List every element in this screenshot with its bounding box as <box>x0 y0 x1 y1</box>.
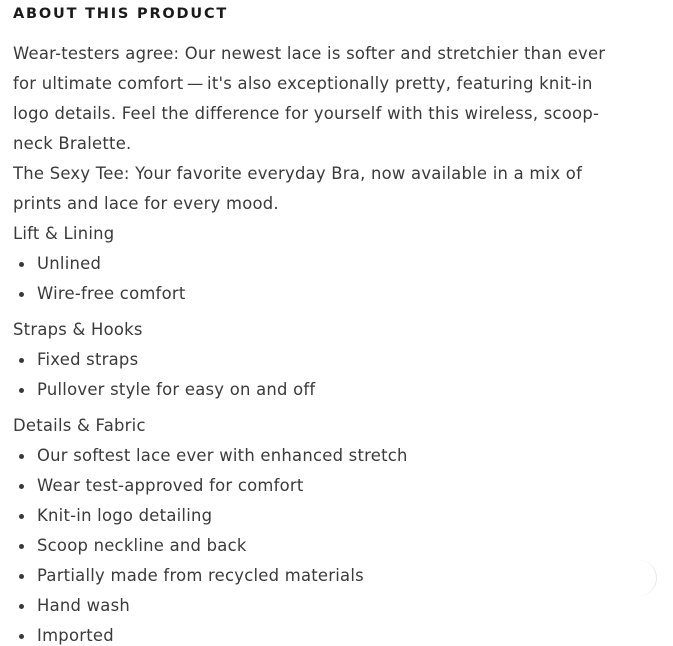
list-item: Wire-free comfort <box>13 279 623 309</box>
feature-group-details-fabric <box>13 411 623 646</box>
feature-group-straps-hooks <box>13 315 623 405</box>
list-item: Knit-in logo detailing <box>13 501 623 531</box>
section-heading: ABOUT THIS PRODUCT <box>13 6 229 22</box>
description-paragraph: The Sexy Tee: Your favorite everyday Bra, now available in a mix of prints and lace for every mood. <box>13 164 583 213</box>
feature-group-title: Details & Fabric <box>13 416 146 435</box>
list-item: Pullover style for easy on and off <box>13 375 623 405</box>
feature-list <box>13 441 623 646</box>
list-item: Our softest lace ever with enhanced stretch <box>13 441 623 471</box>
feature-list <box>13 345 623 405</box>
list-item: Unlined <box>13 249 623 279</box>
description-paragraph: Wear-testers agree: Our newest lace is softer and stretchier than ever for ultimate comfort — it's also exceptionally pretty, featuring knit-in logo details. Feel the difference for yourself with this wireless, scoop-neck Bralette. <box>13 44 606 153</box>
floating-widget-edge[interactable] <box>630 560 657 596</box>
feature-group-title: Straps & Hooks <box>13 320 143 339</box>
feature-list <box>13 249 623 309</box>
product-description <box>13 39 623 646</box>
feature-group-lift-lining <box>13 219 623 309</box>
list-item: Imported <box>13 621 623 646</box>
list-item: Scoop neckline and back <box>13 531 623 561</box>
list-item: Wear test-approved for comfort <box>13 471 623 501</box>
feature-group-title: Lift & Lining <box>13 224 115 243</box>
list-item: Hand wash <box>13 591 623 621</box>
list-item: Partially made from recycled materials <box>13 561 623 591</box>
list-item: Fixed straps <box>13 345 623 375</box>
